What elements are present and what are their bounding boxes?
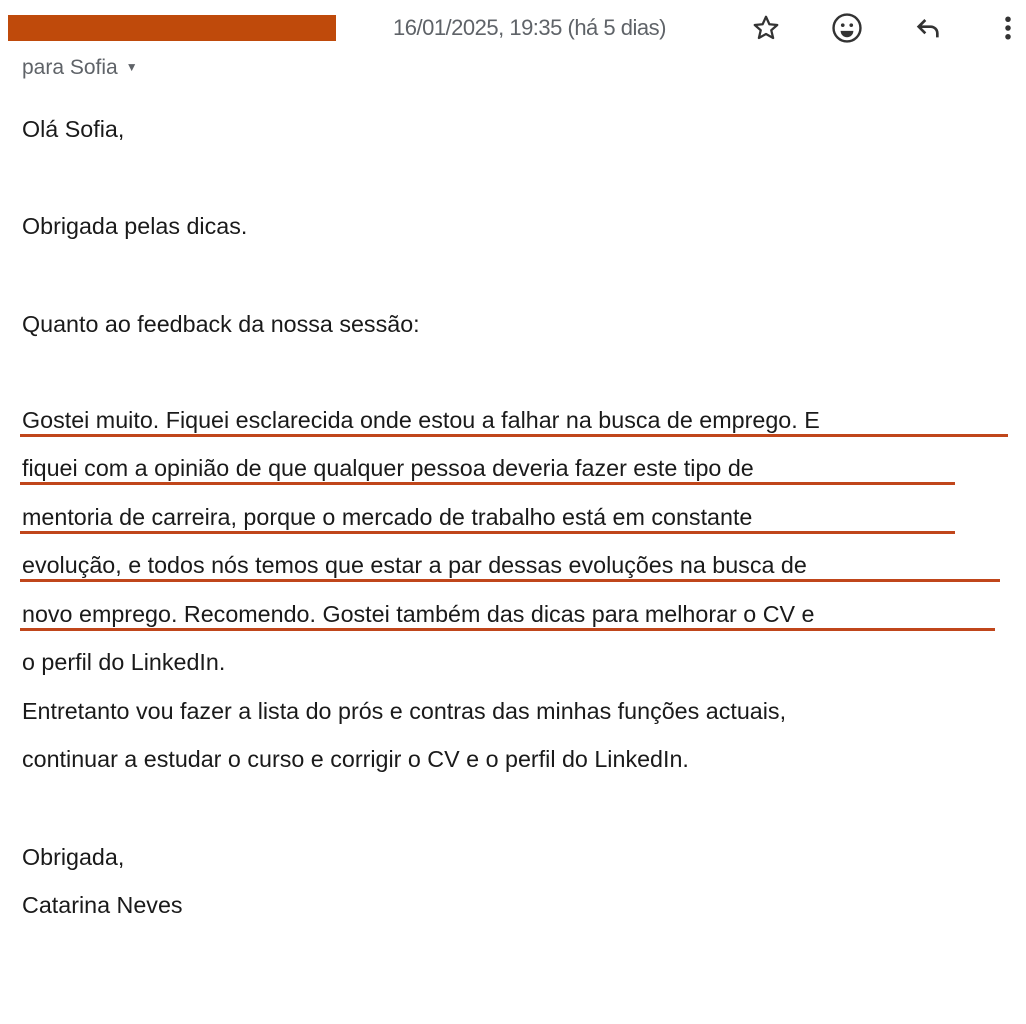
greeting: Olá Sofia, [22, 116, 125, 142]
caret-down-icon: ▼ [125, 60, 138, 74]
highlight-underline [20, 434, 1008, 437]
feedback-line: Gostei muito. Fiquei esclarecida onde estou a falhar na busca de emprego. E [22, 407, 820, 433]
feedback-line: mentoria de carreira, porque o mercado de trabalho está em constante [22, 504, 753, 530]
body-line: o perfil do LinkedIn. [22, 649, 226, 675]
feedback-line: fiquei com a opinião de que qualquer pessoa deveria fazer este tipo de [22, 455, 754, 481]
highlight-underline [20, 482, 955, 485]
emoji-icon[interactable] [829, 10, 865, 46]
body-line: Entretanto vou fazer a lista do prós e contras das minhas funções actuais, [22, 698, 787, 724]
body-line: Obrigada pelas dicas. [22, 213, 248, 239]
signature: Catarina Neves [22, 892, 183, 918]
star-icon[interactable] [748, 10, 784, 46]
feedback-line: evolução, e todos nós temos que estar a par dessas evoluções na busca de [22, 552, 807, 578]
recipient-dropdown[interactable] [22, 56, 138, 80]
highlight-underline [20, 579, 1000, 582]
highlight-underline [20, 628, 995, 631]
body-line: continuar a estudar o curso e corrigir o CV e o perfil do LinkedIn. [22, 746, 689, 772]
highlight-underline [20, 531, 955, 534]
email-body [22, 110, 1022, 918]
feedback-line: novo emprego. Recomendo. Gostei também das dicas para melhorar o CV e [22, 601, 815, 627]
redacted-sender [8, 15, 336, 41]
email-date: 16/01/2025, 19:35 (há 5 dias) [393, 15, 666, 40]
reply-icon[interactable] [910, 10, 946, 46]
closing: Obrigada, [22, 844, 125, 870]
recipient-label: para Sofia [22, 56, 118, 79]
body-line: Quanto ao feedback da nossa sessão: [22, 311, 420, 337]
more-vert-icon[interactable] [990, 10, 1026, 46]
